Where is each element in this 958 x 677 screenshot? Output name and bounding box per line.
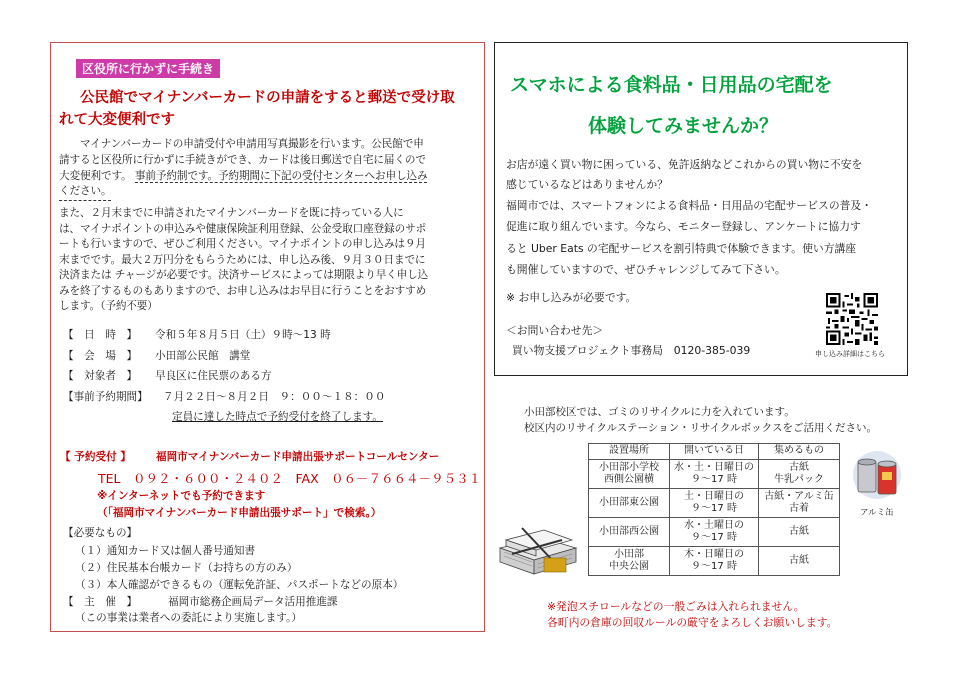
cell-text: 水・土曜日の [684,519,744,531]
table-row [589,518,840,547]
left-p1-line: ください。 [59,184,111,201]
header-place: 設置場所 [589,444,670,460]
cell-items [759,460,840,489]
organizer-name: 福岡市総務企画局データ活用推進課 [168,596,338,608]
left-p2-line: みを終了するものもありますので、お申し込みはお早目に行うことをおすすめ [59,284,427,297]
reservation-required-note: 事前予約制です。予約期間に下記の受付センターへお申し込み [134,169,428,182]
required-item: （３）本人確認ができるもの（運転免許証、パスポートなどの原本） [75,579,404,591]
section-tag: 区役所に行かずに手続き [76,59,220,78]
left-p2-line: また、２月末までに申請されたマイナンバーカードを既に持っている人に [59,207,404,219]
cell-items [759,489,840,518]
detail-venue-label: 【 会 場 】 [63,350,138,362]
cell-place [589,518,670,547]
cell-text: ９～17 時 [691,561,737,572]
recycle-table [588,443,840,576]
cell-days [670,489,759,518]
aluminum-can-icon [846,450,908,500]
internet-note: ※インターネットでも予約できます [97,490,266,502]
right-body-line: 促進に取り組んでいます。今なら、モニター登録し、アンケートに協力す [506,220,861,233]
cell-days [670,547,759,576]
left-p1-line [59,169,427,185]
cell-items [759,518,840,547]
right-body-line: 感じているなどはありませんか？ [506,178,668,191]
detail-venue-value: 小田部公民館 講堂 [155,350,251,362]
left-title-line1: 公民館でマイナンバーカードの申請をすると郵送で受け取 [80,90,455,106]
header-days: 開いている日 [670,444,759,460]
cell-place [589,547,670,576]
outsourced-note: （この事業は業者への委託により実施します。） [75,612,302,624]
cell-days [670,518,759,547]
left-p2-line: は、マイナポイントの申込みや健康保険証利用登録、公金受取口座登録のサポ [59,222,427,235]
cell-days [670,460,759,489]
reservation-center: 福岡市マイナンバーカード申請出張サポートコールセンター [156,451,440,463]
recycle-intro: 校区内のリサイクルステーション・リサイクルボックスをご活用ください。 [524,422,878,434]
recycle-warning: ※発泡スチロールなどの一般ごみは入れられません。 [547,600,805,613]
cell-text: 牛乳パック [774,474,824,485]
cell-text: 中央公園 [609,561,649,572]
right-body-line: お店が遠く買い物に困っている、免許返納などこれからの買い物に不安を [506,158,863,171]
left-title-line2: れて大変便利です [59,112,175,128]
cell-text: 土・日曜日の [684,490,744,502]
left-p2-line: 決済または チャージが必要です。決済サービスによっては期限より早く申し込 [59,269,429,281]
header-items: 集めるもの [759,444,840,460]
detail-date-value: 令和５年８月５日（土）９時～13 時 [155,329,331,341]
organizer-label: 【 主 催 】 [63,596,138,608]
cell-text: 水・土・日曜日の [674,461,754,473]
detail-period-value: ７月２２日～８月２日 ９：００～１８：００ [163,391,386,403]
cell-text: 古紙 [789,525,809,537]
cell-text: 古着 [789,503,809,514]
qr-caption: 申し込み詳細はこちら [815,350,885,358]
cell-text: 小田部小学校 [599,461,659,473]
cell-text: ９～17 時 [691,503,737,514]
left-p1-line: 請すると区役所に行かずに手続きができ、カードは後日郵送で自宅に届くので [59,154,426,166]
application-required-note: ※ お申し込みが必要です。 [506,291,637,304]
cell-items [759,547,840,576]
cell-text: 小田部東公園 [599,496,659,508]
right-body-line: ると Uber Eats の宅配サービスを割引特典で体験できます。使い方講座 [506,242,857,255]
detail-period-label: 【事前予約期間】 [63,391,148,403]
reservation-label: 【 予約受付 】 [60,451,131,463]
required-item: （２）住民基本台帳カード（お持ちの方のみ） [75,562,298,574]
capacity-notice: 定員に達した時点で予約受付を終了します。 [172,411,384,423]
left-p1-line: マイナンバーカードの申請受付や申請用写真撮影を行います。公民館で申 [80,138,424,150]
cell-text: 小田部西公園 [599,525,659,537]
cell-text: ９～17 時 [691,532,737,543]
cell-text: 古紙・アルミ缶 [764,490,834,502]
contact-line: 買い物支援プロジェクト事務局 0120-385-039 [512,344,751,357]
right-title-line2: 体験してみませんか？ [588,115,779,137]
cell-text: 西側公園横 [604,474,654,485]
detail-target-value: 早良区に住民票のある方 [155,370,272,382]
left-p2-line: 末までです。最大２万円分をもらうためには、申し込み後、９月３０日までに [59,253,426,266]
required-title: 【必要なもの】 [63,527,138,539]
table-row [589,460,840,489]
left-p1-text: 大変便利です。 [59,169,132,182]
qr-code-icon[interactable] [826,293,878,345]
newspaper-bundle-icon [492,518,582,578]
cell-text: 木・日曜日の [684,548,744,560]
left-p2-line: ートも行いますので、ぜひご利用ください。マイナポイントの申し込みは９月 [59,238,426,250]
recycle-warning: 各町内の倉庫の回収ルールの厳守をよろしくお願いします。 [547,616,838,629]
right-body-line: も開催していますので、ぜひチャレンジしてみて下さい。 [506,263,786,276]
contact-tel-fax: TEL ０９２・６００・２４０２ FAX ０６－７６６４－９５３１ [98,471,482,486]
required-item: （１）通知カード又は個人番号通知書 [75,545,256,557]
can-label: アルミ缶 [860,508,894,518]
cell-place [589,489,670,518]
left-p2-line: します。（予約不要） [59,300,158,312]
detail-target-label: 【 対象者 】 [63,370,138,382]
contact-title: ＜お問い合わせ先＞ [506,324,604,337]
table-header-row [589,444,840,460]
recycle-intro: 小田部校区では、ゴミのリサイクルに力を入れています。 [524,406,795,418]
cell-text: 小田部 [614,548,644,560]
cell-text: 古紙 [789,554,809,566]
right-title-line1: スマホによる食料品・日用品の宅配を [510,74,833,96]
cell-text: 古紙 [789,461,809,473]
right-body-line: 福岡市では、スマートフォンによる食料品・日用品の宅配サービスの普及・ [506,199,873,212]
table-row [589,489,840,518]
table-row [589,547,840,576]
cell-place [589,460,670,489]
detail-date-label: 【 日 時 】 [63,329,138,341]
search-note: （「福岡市マイナンバーカード申請出張サポート」で検索。） [97,507,382,519]
cell-text: ９～17 時 [691,474,737,485]
